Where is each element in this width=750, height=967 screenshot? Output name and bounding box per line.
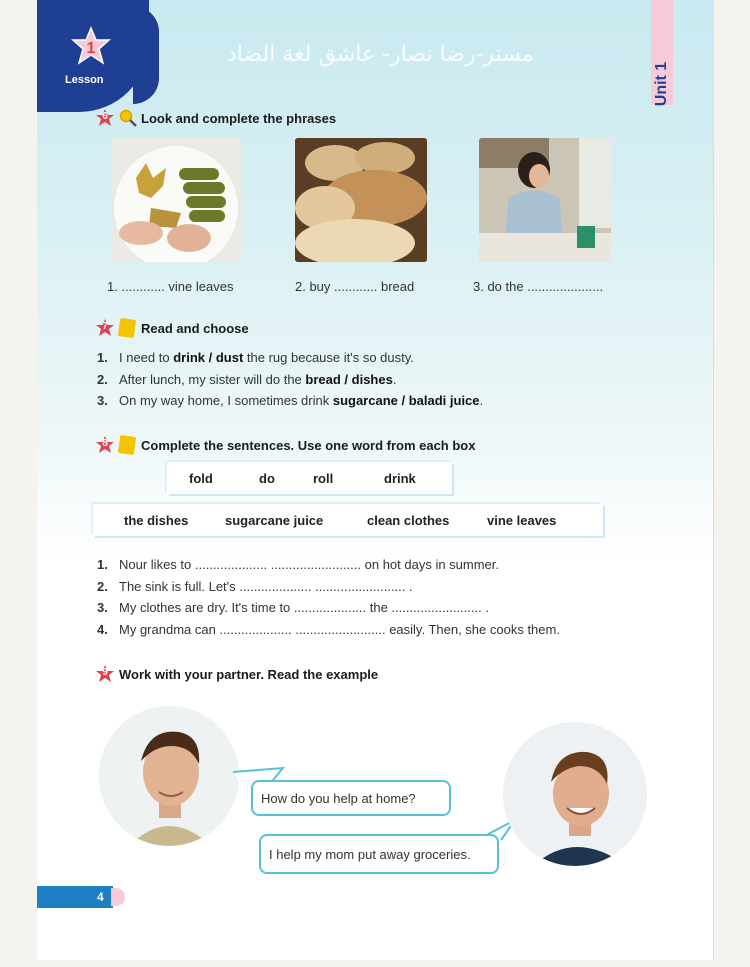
section-number-badge: 7 <box>95 318 115 338</box>
noun-word-box <box>93 504 603 536</box>
choice-text[interactable]: drink / dust <box>173 350 244 365</box>
word-chip: the dishes <box>124 512 189 528</box>
section-7-heading <box>95 318 249 338</box>
star-icon <box>71 26 111 66</box>
section-number-badge: 6 <box>95 108 115 128</box>
section-8-list <box>97 557 560 643</box>
word-chip: roll <box>313 470 334 486</box>
book-icon <box>118 318 136 338</box>
list-item: 1. Nour likes to .................... ......................... on hot days in summer. <box>97 557 500 572</box>
section-6-heading <box>95 108 336 128</box>
vine-leaves-photo <box>111 138 241 262</box>
section-8-heading <box>95 435 475 455</box>
section-6-title: Look and complete the phrases <box>141 110 337 126</box>
list-item: 2. After lunch, my sister will do the bread / dishes. <box>97 371 397 387</box>
page-number-accent <box>111 888 125 906</box>
list-item: 3. On my way home, I sometimes drink sugarcane / baladi juice. <box>97 393 484 408</box>
unit-label: Unit 1 <box>653 61 670 107</box>
section-9-heading <box>95 664 378 684</box>
word-chip: drink <box>384 470 416 486</box>
caption-1: 1. ............ vine leaves <box>107 279 234 294</box>
section-7-title: Read and choose <box>141 320 249 336</box>
verb-word-box <box>167 462 452 494</box>
section-7-list <box>97 350 483 415</box>
list-item: 4. My grandma can .................... ......................... easily. Then, she cooks them. <box>97 621 560 637</box>
word-chip: sugarcane juice <box>225 512 324 528</box>
caption-2: 2. buy ............ bread <box>295 279 415 294</box>
speech-bubble-answer: I help my mom put away groceries. <box>259 834 499 874</box>
section-9-title: Work with your partner. Read the example <box>119 666 379 682</box>
section-number-badge: 8 <box>95 435 115 455</box>
workbook-page <box>37 0 714 960</box>
page-number: 4 <box>97 890 104 904</box>
bread-photo <box>295 138 427 262</box>
watermark-text: مستر-رضا نصار- عاشق لغة الضاد <box>227 42 534 67</box>
word-chip: vine leaves <box>487 512 557 528</box>
speech-bubble-question: How do you help at home? <box>251 780 451 816</box>
lesson-badge <box>37 0 149 112</box>
caption-3: 3. do the ..................... <box>473 279 604 294</box>
washing-dishes-photo <box>479 138 611 262</box>
word-chip: fold <box>189 470 213 486</box>
choice-text[interactable]: sugarcane / baladi juice <box>332 393 480 408</box>
list-item: 2. The sink is full. Let's .................... ......................... . <box>97 578 413 594</box>
magnifier-icon <box>119 109 137 127</box>
section-number-badge: 9 <box>95 664 115 684</box>
word-chip: clean clothes <box>367 512 450 528</box>
boy-avatar-right <box>503 722 647 866</box>
list-item: 1. I need to drink / dust the rug because it's so dusty. <box>97 350 414 365</box>
list-item: 3. My clothes are dry. It's time to .................... the ......................... . <box>97 600 489 615</box>
book-icon <box>118 435 136 455</box>
choice-text[interactable]: bread / dishes <box>305 371 393 387</box>
lesson-number: 1 <box>86 40 96 57</box>
section-8-title: Complete the sentences. Use one word from each box <box>141 437 476 453</box>
boy-avatar-left <box>99 706 239 846</box>
lesson-label: Lesson <box>65 74 104 86</box>
word-chip: do <box>259 470 275 486</box>
